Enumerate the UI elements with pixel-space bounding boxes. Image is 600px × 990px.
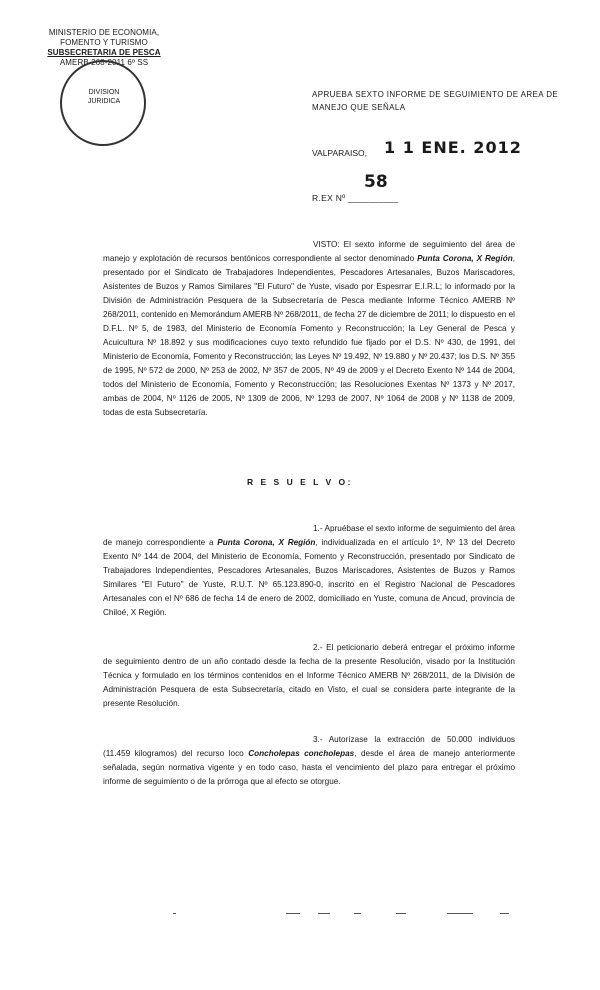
visto-paragraph — [103, 238, 515, 420]
scan-mark — [318, 913, 330, 914]
rex-label: R.EX Nº __________ — [312, 193, 399, 203]
visto-sector: Punta Corona, X Región — [417, 254, 513, 263]
resuelvo-heading: R E S U E L V O: — [247, 477, 353, 487]
resolution-number: 58 — [364, 172, 388, 192]
letterhead-subsecretaria: SUBSECRETARIA DE PESCA — [47, 48, 161, 57]
item-1-text-2: , individualizada en el artículo 1º, Nº 13 del Decreto Exento Nº 144 de 2004, del Ministerio de Economía, Fomento y Reconstrucción, presentado por Sindicato de Trabajadores Independientes, Pescadores Artesanales, Buzos Mariscadores, Asistentes de Buzos y Ramos Similares "El Futuro" de Yuste, R.U.T. Nº 65.123.890-0, inscrito en el Registro Nacional de Pescadores Artesanales con el Nº 686 de fecha 14 de enero de 2002, domiciliado en Yuste, comuna de Ancud, provincia de Chiloé, X Región. — [103, 538, 515, 617]
resolution-item-1 — [103, 522, 515, 620]
visto-text-2: , presentado por el Sindicato de Trabajadores Independientes, Pescadores Artesanales, Buzos Mariscadores, Asistentes de Buzos y Ramos Similares "El Futuro" de Yuste, visado por Espesrrar E.I.R.L; lo informado por la División de Administración Pesquera de la Subsecretaría de Pesca mediante Informe Técnico AMERB Nº 268/2011, contenido en Memorándum AMERB Nº 268/2011, de fecha 27 de diciembre de 2011; lo dispuesto en el D.F.L. Nº 5, de 1983, del Ministerio de Economía Fomento y Reconstrucción; la Ley General de Pesca y Acuicultura Nº 18.892 y sus modificaciones cuyo texto refundido fue fijado por el D.S. Nº 430, de 1991, del Ministerio de Economía, Fomento y Reconstrucción; las Leyes Nº 19.492, Nº 19.880 y Nº 20.437; los D.S. Nº 355 de 1995, Nº 572 de 2000, Nº 253 de 2002, Nº 357 de 2005, Nº 49 de 2009 y el Decreto Exento Nº 144 de 2004, todos del Ministerio de Economía, Fomento y Reconstrucción; las Resoluciones Exentas Nº 1373 y Nº 2017, ambas de 2004, Nº 1126 de 2005, Nº 1309 de 2006, Nº 1293 de 2007, Nº 1064 de 2008 y Nº 1138 de 2009, todas de esta Subsecretaría. — [103, 254, 515, 417]
resolution-item-3 — [103, 733, 515, 789]
visto-text: El sexto informe de seguimiento del área de manejo y explotación de recursos bentónicos correspondiente al sector denominado — [103, 240, 515, 263]
scan-mark — [447, 913, 473, 914]
letterhead-ministry: MINISTERIO DE ECONOMIA, — [48, 28, 160, 37]
item-3-text: Autorízase la extracción de 50.000 individuos (11.459 kilogramos) del recurso loco — [103, 735, 516, 758]
document-subject: APRUEBA SEXTO INFORME DE SEGUIMIENTO DE AREA DE MANEJO QUE SEÑALA — [312, 90, 559, 112]
stamp-line-1: DIVISION — [88, 89, 120, 96]
item-1-text: Apruébase el sexto informe de seguimiento del área de manejo correspondiente a — [103, 524, 515, 547]
item-1-sector: Punta Corona, X Región — [217, 538, 316, 547]
scan-mark — [173, 913, 176, 914]
item-3-species: Concholepas concholepas — [248, 749, 355, 758]
official-stamp — [60, 60, 146, 146]
item-3-text-2: , desde el área de manejo anteriormente señalada, según normativa vigente y en todo caso, hasta el vencimiento del plazo para entregar el próximo informe de seguimiento o de la prórroga que al efecto se otorgue. — [103, 749, 515, 786]
visto-label: VISTO: — [313, 240, 340, 249]
document-date: 1 1 ENE. 2012 — [384, 138, 522, 157]
item-2-text: El peticionario deberá entregar el próximo informe de seguimiento dentro de un año contado desde la fecha de la presente Resolución, visado por la Institución Técnica y formulado en los términos contenidos en el Informe Técnico AMERB Nº 268/2011, de la División de Administración Pesquera de esta Subsecretaría, citado en Visto, el cual se considera parte integrante de la presente Resolución. — [103, 643, 515, 708]
scan-mark — [286, 913, 300, 914]
item-3-number: 3.- — [313, 735, 323, 744]
resolution-item-2 — [103, 641, 515, 711]
item-1-number: 1.- — [313, 524, 323, 533]
scan-mark — [396, 913, 406, 914]
letterhead-ministry-2: FOMENTO Y TURISMO — [60, 38, 148, 47]
item-2-number: 2.- — [313, 643, 323, 652]
letterhead-reference: AMERB 268-2011 6º SS — [59, 58, 149, 67]
scan-mark — [354, 913, 361, 914]
scan-mark — [500, 913, 509, 914]
stamp-text — [84, 88, 124, 106]
place-label: VALPARAISO, — [312, 148, 367, 158]
stamp-line-2: JURIDICA — [87, 98, 121, 105]
